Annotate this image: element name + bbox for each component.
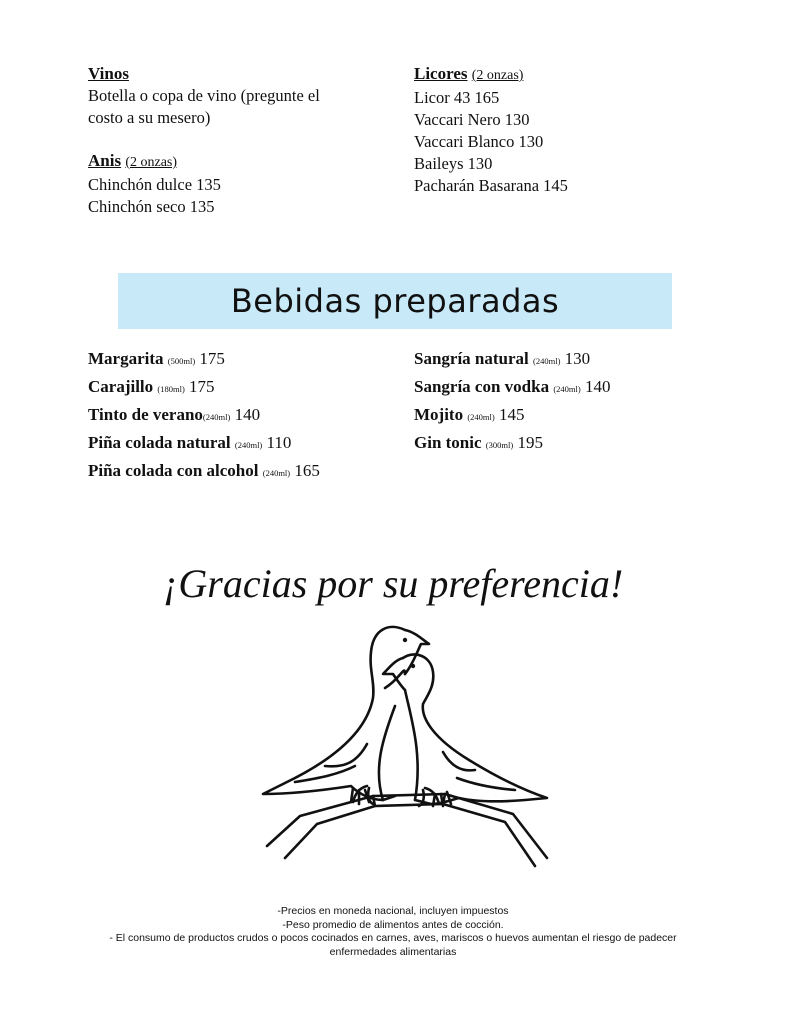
drink-price: 175 <box>189 377 215 396</box>
note-line: -Peso promedio de alimentos antes de cocción. <box>282 918 504 931</box>
note-line: - El consumo de productos crudos o pocos cocinados en carnes, aves, mariscos o huevos aumentan el riesgo de padecer <box>109 932 677 944</box>
drink-name: Piña colada con alcohol <box>88 461 259 480</box>
drink-volume: (240ml) <box>202 412 231 422</box>
note-line: -Precios en moneda nacional, incluyen impuestos <box>277 905 509 917</box>
drink-volume: (240ml) <box>553 384 581 394</box>
vinos-line: costo a su mesero) <box>88 108 211 127</box>
drinks-list-right <box>414 346 610 458</box>
drink-price: 195 <box>517 433 543 452</box>
section-banner <box>118 273 672 329</box>
section-title-licores: Licores <box>414 64 468 83</box>
licores-item: Vaccari Blanco 130 <box>414 132 544 151</box>
anis-qualifier: (2 onzas) <box>125 155 178 170</box>
drink-item <box>414 374 610 402</box>
banner-title: Bebidas preparadas <box>230 282 560 320</box>
licores-qualifier: (2 onzas) <box>471 68 524 83</box>
drinks-list-left <box>88 346 320 486</box>
anis-item: Chinchón dulce 135 <box>88 175 221 194</box>
drink-price: 110 <box>266 433 292 452</box>
drink-name: Sangría con vodka <box>414 377 550 396</box>
drink-volume: (300ml) <box>485 440 514 450</box>
drink-name: Carajillo <box>88 377 154 396</box>
drink-name: Piña colada natural <box>88 433 231 452</box>
thanks-message: ¡Gracias por su preferencia! <box>162 561 624 606</box>
footer-notes <box>60 905 726 959</box>
doves-illustration <box>255 618 555 868</box>
vinos-line: Botella o copa de vino (pregunte el <box>88 86 320 105</box>
drink-item <box>414 402 610 430</box>
drink-name: Sangría natural <box>414 349 529 368</box>
drink-item <box>414 346 610 374</box>
drink-volume: (240ml) <box>533 356 561 366</box>
section-title-vinos: Vinos <box>88 64 129 83</box>
drink-price: 130 <box>564 349 591 368</box>
drink-volume: (240ml) <box>234 440 263 450</box>
drink-item <box>414 430 610 458</box>
licores-item: Baileys 130 <box>414 154 493 173</box>
drink-item <box>88 346 320 374</box>
section-anis <box>88 150 221 218</box>
licores-item: Pacharán Basarana 145 <box>414 176 568 195</box>
drink-price: 140 <box>234 405 261 424</box>
section-licores <box>414 63 568 197</box>
drink-item <box>88 402 320 430</box>
section-title-anis: Anis <box>88 151 122 170</box>
licores-item: Licor 43 165 <box>414 88 500 107</box>
drink-price: 140 <box>584 377 611 396</box>
drink-item <box>88 458 320 486</box>
drink-item <box>88 430 320 458</box>
licores-item: Vaccari Nero 130 <box>414 110 530 129</box>
drink-volume: (500ml) <box>167 356 196 366</box>
drink-name: Tinto de verano <box>88 405 203 424</box>
drink-volume: (180ml) <box>157 384 185 394</box>
drink-volume: (240ml) <box>467 412 495 422</box>
drink-price: 145 <box>498 405 525 424</box>
drink-name: Gin tonic <box>414 433 482 452</box>
drink-name: Margarita <box>88 349 164 368</box>
drink-item <box>88 374 320 402</box>
drink-name: Mojito <box>414 405 464 424</box>
drink-volume: (240ml) <box>262 468 291 478</box>
note-line: enfermedades alimentarias <box>329 945 457 958</box>
section-vinos <box>88 63 320 129</box>
drink-price: 175 <box>199 349 225 368</box>
anis-item: Chinchón seco 135 <box>88 197 215 216</box>
drink-price: 165 <box>294 461 320 480</box>
